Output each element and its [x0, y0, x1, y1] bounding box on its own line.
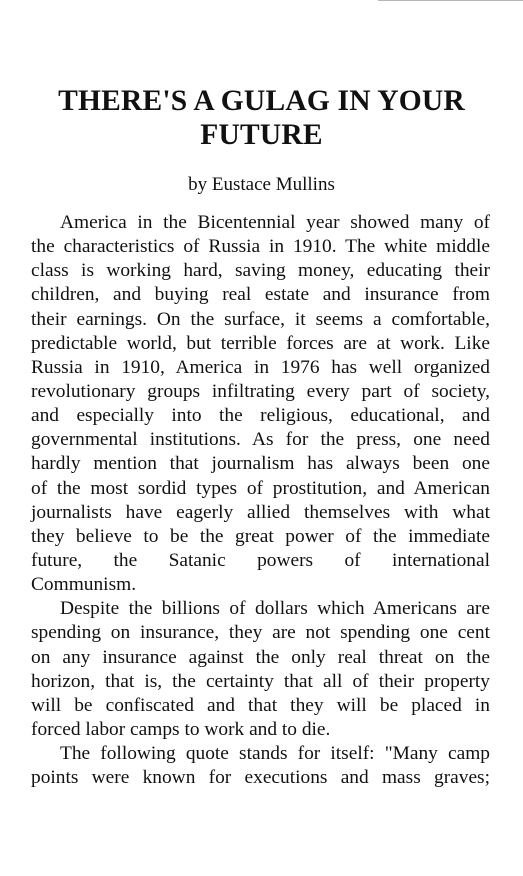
body-line: spending on insurance, they are not spending one cent [31, 622, 490, 644]
body-line: will be confiscated and that they will be placed in [31, 694, 490, 716]
title-line-2: FUTURE [200, 119, 323, 151]
body-line: Russia in 1910, America in 1976 has well organized [31, 356, 490, 378]
article-title [20, 84, 503, 152]
title-line-1: THERE'S A GULAG IN YOUR [58, 85, 465, 117]
body-line: horizon, that is, the certainty that all of their property [31, 670, 490, 692]
article-body [31, 211, 490, 790]
body-line: class is working hard, saving money, educating their [31, 260, 490, 282]
body-line: America in the Bicentennial year showed many of [60, 212, 490, 233]
body-line: children, and buying real estate and insurance from [31, 284, 490, 306]
author-byline: by Eustace Mullins [188, 174, 335, 195]
body-line: Communism. [31, 574, 137, 596]
body-line: future, the Satanic powers of international [31, 549, 490, 571]
body-line: Despite the billions of dollars which Americans are [60, 598, 490, 620]
body-line: The following quote stands for itself: "Many camp [60, 743, 490, 765]
body-line: and especially into the religious, educational, and [31, 405, 490, 427]
body-line: their earnings. On the surface, it seems a comfortable, [31, 308, 490, 330]
body-line: governmental institutions. As for the press, one need [31, 429, 490, 451]
body-line: forced labor camps to work and to die. [31, 718, 331, 740]
body-line: points were known for executions and mass graves; [31, 767, 490, 789]
body-line: on any insurance against the only real threat on the [31, 646, 490, 668]
body-line: journalists have eagerly allied themselves with what [31, 501, 490, 523]
body-line: revolutionary groups infiltrating every part of society, [31, 380, 490, 402]
body-line: the characteristics of Russia in 1910. The white middle [31, 236, 490, 258]
body-line: they believe to be the great power of the immediate [31, 525, 490, 547]
body-line: hardly mention that journalism has always been one [31, 453, 490, 475]
body-line: predictable world, but terrible forces are at work. Like [31, 332, 490, 354]
body-line: of the most sordid types of prostitution, and American [31, 477, 490, 499]
